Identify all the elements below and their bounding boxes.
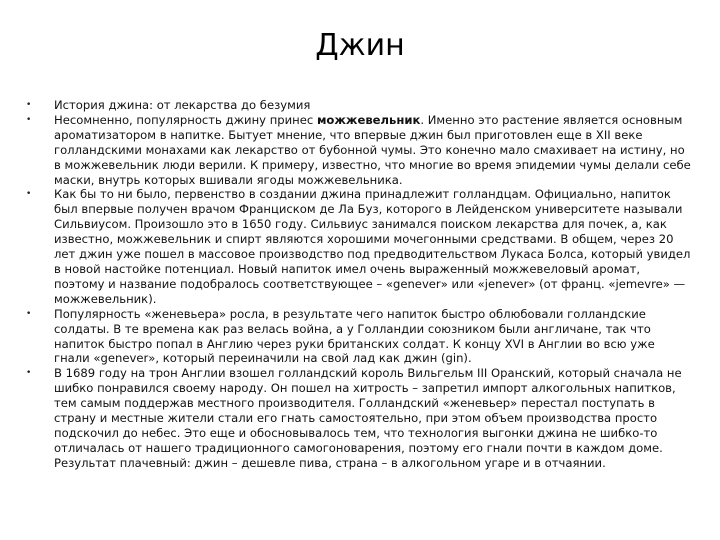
text-run: . Именно это растение является основным ароматизатором в напитке. Бытует мнение, что впервые джин был приготовлен еще в XII веке голландскими монахами как лекарство от бубонной чумы. Это конечно мало смахивает на истину, но в можжевельник люди верили. К примеру, известно, что многие во время эпидемии чумы делали себе маски, внутрь которых вшивали ягоды можжевельника. xyxy=(54,112,691,187)
list-item-text xyxy=(54,98,694,113)
highlighted-term: можжевельник xyxy=(316,112,421,127)
text-run: В 1689 году на трон Англии взошел голландский король Вильгельм III Оранский, который сначала не шибко понравился своему народу. Он пошел на хитрость – запретил импорт алкогольных напитков, тем самым поддержав местного производителя. Голландский «женевьер» перестал поступать в страну и местные жители стали его гнать самостоятельно, при этом объем производства просто подскочил до небес. Это еще и обосновывалось тем, что технология выгонки джина не шибко-то отличалась от нашего традиционного самогоноварения, поэтому его гнали почти в каждом доме. Результат плачевный: джин – дешевле пива, страна – в алкогольном угаре и в отчаянии. xyxy=(54,366,682,470)
list-item-text xyxy=(54,366,694,470)
list-item-text xyxy=(54,187,694,306)
bullet-icon: • xyxy=(26,114,32,125)
list-item xyxy=(26,113,694,188)
list-item-text xyxy=(54,307,694,367)
bullet-list xyxy=(26,98,694,471)
text-run: Популярность «женевьера» росла, в результате чего напиток быстро облюбовали голландские солдаты. В те времена как раз велась война, а у Голландии союзником были англичане, так что напиток быстро попал в Англию через руки британских солдат. К концу XVI в Англии во всю уже гнали «genever», который переиначили на свой лад как джин (gin). xyxy=(54,306,655,366)
text-run: Несомненно, популярность джину принес xyxy=(54,112,317,127)
list-item xyxy=(26,366,694,470)
bullet-icon: • xyxy=(26,368,32,379)
bullet-icon: • xyxy=(26,189,32,200)
slide-title: Джин xyxy=(315,28,405,63)
bullet-icon: • xyxy=(26,308,32,319)
text-run: Как бы то ни было, первенство в создании джина принадлежит голландцам. Официально, напиток был впервые получен врачом Франциском де Ла Буз, которого в Лейденском университете называли Сильвиусом. Произошло это в 1650 году. Сильвиус занимался поиском лекарства для почек, а, как известно, можжевельник и спирт являются хорошими мочегонными средствами. В общем, через 20 лет джин уже пошел в массовое производство под предводительством Лукаса Болса, который увидел в новой настойке потенциал. Новый напиток имел очень выраженный можжевеловый аромат, поэтому и название подобралось соответствующее – «genever» или «jenever» (от франц. «jemevre» — можжевельник). xyxy=(54,187,691,306)
list-item-text xyxy=(54,113,694,188)
text-run: История джина: от лекарства до безумия xyxy=(54,98,311,112)
bullet-icon: • xyxy=(26,100,32,110)
list-item xyxy=(26,307,694,367)
list-item xyxy=(26,187,694,306)
list-item xyxy=(26,98,694,113)
